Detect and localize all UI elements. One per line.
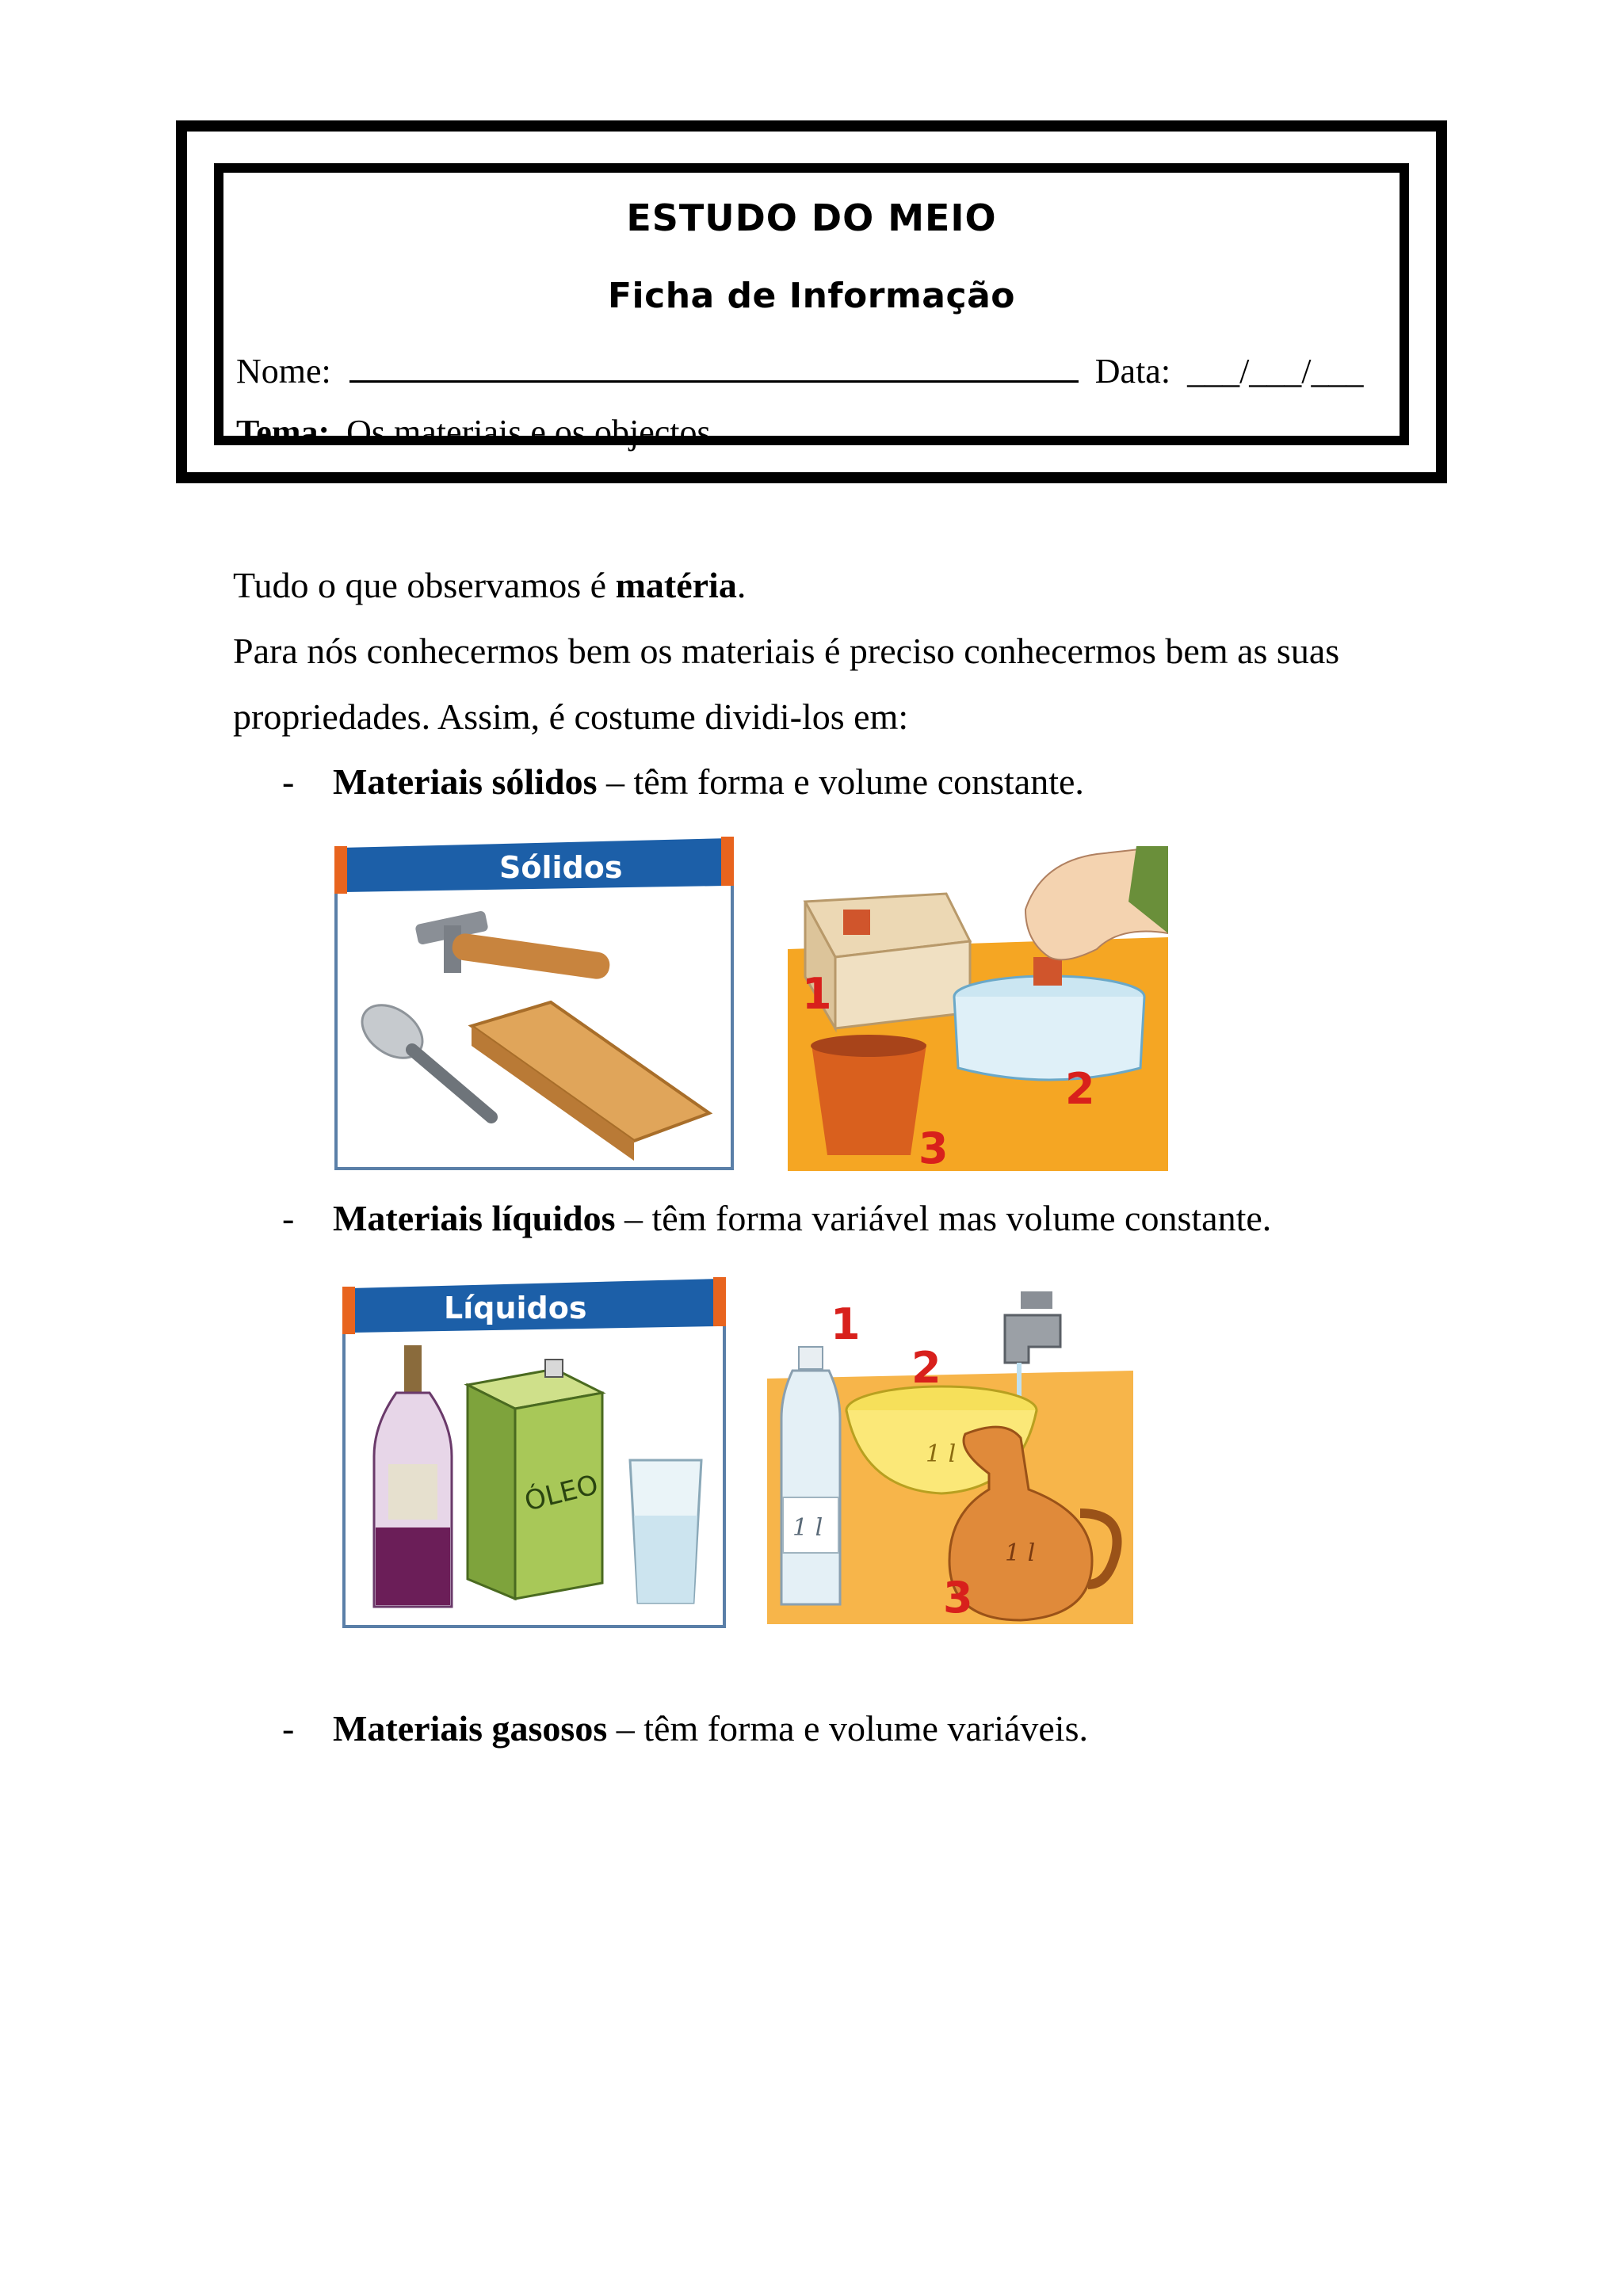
date-blank: ___/___/___	[1187, 352, 1364, 391]
number-2: 2	[1065, 1064, 1095, 1114]
solidos-numbered-illustration	[788, 846, 1168, 1171]
jug-litre-label: 1 l	[1005, 1539, 1036, 1567]
bullet-solidos-title: Materiais sólidos	[333, 761, 598, 802]
theme-label: Tema:	[236, 413, 330, 452]
liquidos-banner: Líquidos	[444, 1291, 587, 1325]
liquid-number-3: 3	[943, 1573, 973, 1623]
oleo-label: ÓLEO	[521, 1469, 601, 1518]
header-frame	[176, 120, 1447, 483]
liquidos-numbered-illustration	[767, 1283, 1133, 1624]
intro-line-1: Tudo o que observamos é matéria.	[233, 565, 747, 605]
liquid-number-2: 2	[911, 1343, 941, 1393]
materia-keyword: matéria	[615, 565, 737, 605]
theme-value: Os materiais e os objectos.	[346, 413, 720, 452]
bottle-litre-label: 1 l	[792, 1514, 823, 1542]
header-content	[223, 173, 1400, 452]
bullet-gasosos-title: Materiais gasosos	[333, 1708, 608, 1749]
number-1: 1	[802, 969, 832, 1019]
intro-line-3: propriedades. Assim, é costume dividi-los em:	[233, 696, 909, 737]
worksheet-subtitle: Ficha de Informação	[607, 276, 1016, 316]
bullet-liquidos-title: Materiais líquidos	[333, 1198, 616, 1238]
liquid-number-1: 1	[831, 1299, 861, 1349]
liquidos-illustration	[341, 1266, 729, 1630]
date-label: Data:	[1094, 352, 1171, 391]
solidos-illustration	[333, 824, 737, 1173]
solidos-banner: Sólidos	[499, 850, 623, 885]
bowl-litre-label: 1 l	[926, 1440, 957, 1468]
number-3: 3	[918, 1123, 949, 1171]
worksheet-title: ESTUDO DO MEIO	[626, 196, 997, 239]
name-date-row	[236, 349, 1387, 391]
name-blank	[349, 349, 1079, 383]
name-label: Nome:	[236, 352, 331, 391]
theme-row	[236, 412, 1387, 452]
intro-line-2: Para nós conhecermos bem os materiais é preciso conhecermos bem as suas	[233, 631, 1340, 671]
